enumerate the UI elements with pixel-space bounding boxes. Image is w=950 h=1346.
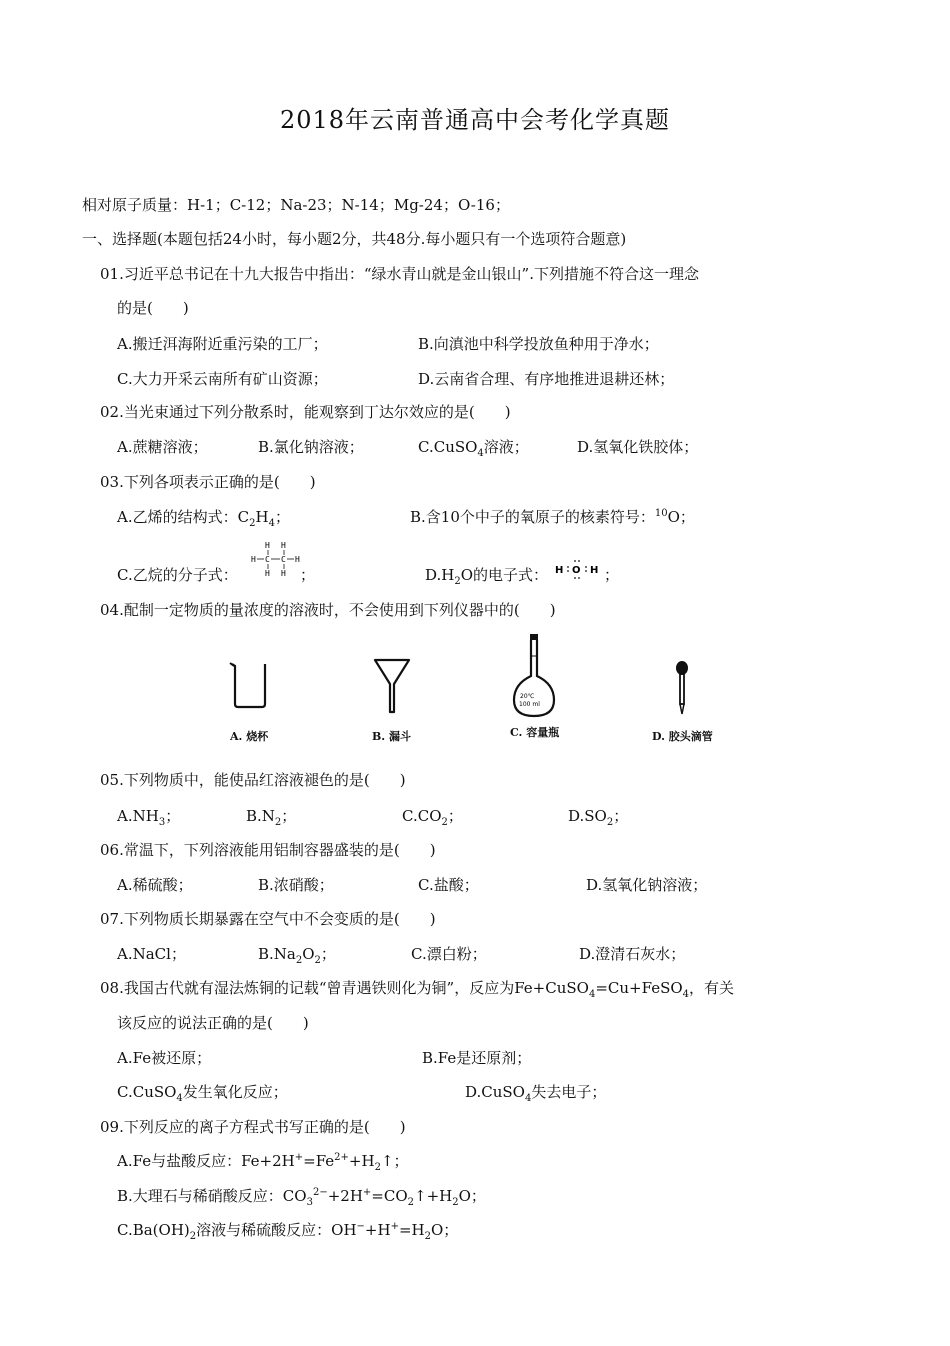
question-1-stem: 01.习近平总书记在十九大报告中指出：“绿水青山就是金山银山”.下列措施不符合这一理念 (100, 265, 699, 283)
water-electron-formula (554, 558, 604, 586)
q1-option-d: D.云南省合理、有序地推进退耕还林； (418, 370, 675, 388)
q2-option-b: B.氯化钠溶液； (258, 438, 364, 456)
q3-option-b: B.含10个中子的氧原子的核素符号：$^{10}$O； (410, 508, 695, 526)
label-volumetric-flask: C. 容量瓶 (510, 726, 560, 739)
question-8-stem-cont: 该反应的说法正确的是( ) (117, 1014, 309, 1032)
q6-option-a: A.稀硫酸； (117, 876, 193, 894)
q2-option-d: D.氢氧化铁胶体； (577, 438, 699, 456)
svg-text:H: H (555, 565, 564, 576)
svg-text:100 ml: 100 ml (519, 701, 540, 708)
q6-option-c: C.盐酸； (418, 876, 479, 894)
q9-option-a: A.Fe与盐酸反应：$Fe+2H^+=Fe^{2+}+H_2↑$； (117, 1152, 409, 1173)
q1-option-b: B.向滇池中科学投放鱼种用于净水； (418, 335, 659, 353)
q5-option-a: $A.NH_3$； (117, 807, 181, 828)
section-heading: 一、选择题(本题包括24小时，每小题2分，共48分.每小题只有一个选项符合题意) (82, 230, 627, 248)
q1-option-a: A.搬迁洱海附近重污染的工厂； (117, 335, 328, 353)
svg-text:C: C (281, 555, 286, 564)
question-8-stem: 08.我国古代就有湿法炼铜的记载“曾青遇铁则化为铜”，反应为Fe+CuSO$_4$=Cu+FeSO$_4$，有关 (100, 979, 735, 1000)
question-3-stem: 03.下列各项表示正确的是( ) (100, 473, 316, 491)
dropper-icon (670, 660, 694, 720)
question-9-stem: 09.下列反应的离子方程式书写正确的是( ) (100, 1118, 406, 1136)
q6-option-d: D.氢氧化钠溶液； (586, 876, 708, 894)
q5-option-d: $D.SO_2$； (568, 807, 629, 828)
svg-text:20℃: 20℃ (520, 693, 535, 700)
question-7-stem: 07.下列物质长期暴露在空气中不会变质的是( ) (100, 910, 436, 928)
svg-text:O: O (572, 565, 581, 576)
svg-text:H: H (265, 569, 270, 578)
question-2-stem: 02.当光束通过下列分散系时，能观察到丁达尔效应的是( ) (100, 403, 511, 421)
beaker-icon (228, 660, 272, 710)
svg-text:H: H (590, 565, 599, 576)
q3-option-c: C.乙烷的分子式： (117, 566, 238, 584)
question-1-stem-cont: 的是( ) (117, 299, 189, 317)
funnel-icon (372, 656, 412, 716)
q7-option-c: C.漂白粉； (411, 945, 487, 963)
q2-option-a: A.蔗糖溶液； (117, 438, 208, 456)
page-title: 2018年云南普通高中会考化学真题 (279, 106, 671, 134)
q7-option-a: A.NaCl； (117, 945, 186, 963)
q3-option-d: $D.H_2O$的电子式： (425, 566, 549, 587)
svg-text:H: H (295, 555, 300, 564)
q2-option-c: C.CuSO$_4$溶液； (418, 438, 529, 459)
q8-option-d: D.CuSO$_4$失去电子； (465, 1083, 607, 1104)
svg-text:C: C (265, 555, 270, 564)
q5-option-b: $B.N_2$； (246, 807, 297, 828)
q8-option-b: B.Fe是还原剂； (422, 1049, 532, 1067)
q7-option-d: D.澄清石灰水； (579, 945, 686, 963)
question-5-stem: 05.下列物质中，能使品红溶液褪色的是( ) (100, 771, 406, 789)
svg-text:H: H (281, 541, 286, 550)
label-beaker: A. 烧杯 (230, 730, 269, 743)
atomic-masses: 相对原子质量：H-1；C-12；Na-23；N-14；Mg-24；O-16； (82, 196, 510, 214)
label-funnel: B. 漏斗 (372, 730, 411, 743)
q8-option-a: A.Fe被还原； (117, 1049, 212, 1067)
q9-option-b: B.大理石与稀硝酸反应：$CO_3^{2-}+2H^+=CO_2↑+H_2O$； (117, 1187, 486, 1208)
q1-option-c: C.大力开采云南所有矿山资源； (117, 370, 328, 388)
svg-text:H: H (265, 541, 270, 550)
q5-option-c: $C.CO_2$； (402, 807, 463, 828)
apparatus-figure (210, 630, 750, 750)
q7-option-b: $B.Na_2O_2$； (258, 945, 336, 966)
volumetric-flask-icon (510, 632, 558, 720)
q6-option-b: B.浓硝酸； (258, 876, 334, 894)
q3-option-c-end: ； (300, 566, 316, 584)
svg-text:H: H (281, 569, 286, 578)
label-dropper: D. 胶头滴管 (652, 730, 713, 743)
question-4-stem: 04.配制一定物质的量浓度的溶液时，不会使用到下列仪器中的( ) (100, 601, 556, 619)
question-6-stem: 06.常温下，下列溶液能用铝制容器盛装的是( ) (100, 841, 436, 859)
svg-text:H: H (251, 555, 256, 564)
q9-option-c: $C.Ba(OH)_2$溶液与稀硫酸反应：$OH^-+H^+=H_2O$； (117, 1221, 459, 1242)
ethane-structure (250, 540, 304, 582)
q3-option-d-end: ； (604, 566, 620, 584)
q3-option-a: A.乙烯的结构式：$C_2H_4$； (117, 508, 290, 529)
q8-option-c: C.CuSO$_4$发生氧化反应； (117, 1083, 288, 1104)
